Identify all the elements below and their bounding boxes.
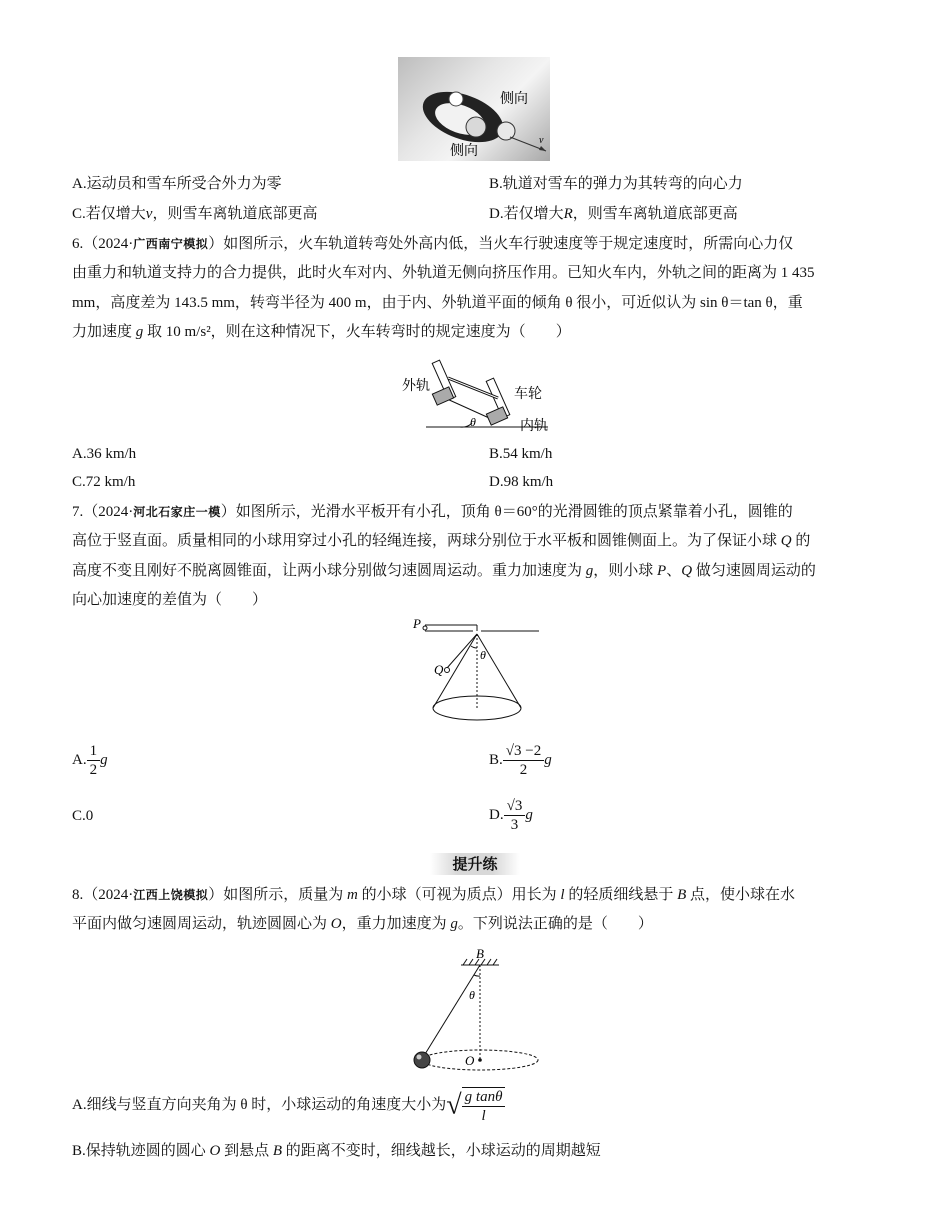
q7-option-a: A. $\frac{1}{2}$ g — [72, 743, 108, 779]
q6-stem-line1: 6.（2024·广西南宁模拟）如图所示，火车轨道转弯处外高内低，当火车行驶速度等于规定速度时，所需向心力仅 — [72, 236, 794, 252]
q8-stem-line1: 8.（2024·江西上饶模拟）如图所示，质量为 m 的小球（可视为质点）用长为 l 的轻质细线悬于 B 点，使小球在水 — [72, 887, 796, 903]
q6-fig-theta: θ — [470, 415, 476, 429]
q6-option-b: B.54 km/h — [489, 446, 553, 462]
q5-option-a: A.运动员和雪车所受合外力为零 — [72, 176, 282, 192]
q6-fig-wheel: 车轮 — [514, 387, 542, 402]
q8-option-a: A.细线与竖直方向夹角为 θ 时，小球运动的角速度大小为√ $\frac{\text{g tanθ}}{l}$ — [72, 1083, 505, 1128]
q6-fig-outer-rail: 外轨 — [402, 379, 430, 394]
q7-option-b: B. $\frac{√3 -2}{2}$ g — [489, 743, 552, 779]
section-banner-advanced: 提升练 — [430, 853, 520, 875]
q7-cone-diagram — [405, 612, 545, 724]
q6-stem-line2: 由重力和轨道支持力的合力提供，此时火车对内、外轨道无侧向挤压作用。已知火车内，外轨之间的距离为 1 435 — [72, 265, 815, 281]
q7-source: 河北石家庄一模 — [133, 505, 221, 519]
q8-fig-theta: θ — [469, 988, 475, 1002]
q7-option-d: D. $\frac{√3}{3}$ g — [489, 798, 533, 834]
q7-fig-p: P — [413, 616, 421, 631]
q7-fig-q: Q — [434, 662, 444, 677]
q8-fig-o: O — [465, 1053, 475, 1068]
q6-option-d: D.98 km/h — [489, 474, 554, 490]
q6-stem-line3: mm，高度差为 143.5 mm，转弯半径为 400 m，由于内、外轨道平面的倾角 θ 很小，可近似认为 sin θ＝tan θ，重 — [72, 295, 803, 311]
q6-source: 广西南宁模拟 — [133, 237, 209, 251]
q6-fig-inner-rail: 内轨 — [520, 419, 548, 434]
q7-stem-line2: 高位于竖直面。质量相同的小球用穿过小孔的轻绳连接，两球分别位于水平板和圆锥侧面上。为了保证小球 Q 的 — [72, 533, 811, 549]
photo-label-top: 侧向 — [500, 92, 528, 107]
photo-arrow-label: v — [539, 135, 544, 146]
q7-stem-line1: 7.（2024·河北石家庄一模）如图所示，光滑水平板开有小孔，顶角 θ＝60°的光滑圆锥的顶点紧靠着小孔，圆锥的 — [72, 504, 793, 520]
q5-option-c: C.若仅增大v，则雪车离轨道底部更高 — [72, 206, 318, 222]
q7-fig-theta: θ — [480, 648, 486, 662]
q8-fig-b: B — [476, 946, 484, 961]
q7-stem-line3: 高度不变且刚好不脱离圆锥面，让两小球分别做匀速圆周运动。重力加速度为 g，则小球 P、Q 做匀速圆周运动的 — [72, 563, 816, 579]
q7-option-c: C.0 — [72, 808, 94, 824]
q6-option-c: C.72 km/h — [72, 474, 136, 490]
q6-stem-line4: 力加速度 g 取 10 m/s²，则在这种情况下，火车转弯时的规定速度为（ ） — [72, 324, 571, 340]
q8-source: 江西上饶模拟 — [133, 888, 209, 902]
q6-option-a: A.36 km/h — [72, 446, 137, 462]
photo-label-bottom: 侧向 — [450, 144, 478, 159]
q7-stem-line4: 向心加速度的差值为（ ） — [72, 592, 268, 608]
q5-option-b: B.轨道对雪车的弹力为其转弯的向心力 — [489, 176, 743, 192]
q8-pendulum-diagram — [405, 944, 545, 1074]
bobsled-illustration — [398, 57, 550, 161]
bobsled-photo — [398, 57, 550, 161]
q5-option-d: D.若仅增大R，则雪车离轨道底部更高 — [489, 206, 738, 222]
q8-stem-line2: 平面内做匀速圆周运动，轨迹圆圆心为 O，重力加速度为 g。下列说法正确的是（ ） — [72, 916, 653, 932]
q6-rail-diagram — [398, 350, 558, 438]
q8-option-b: B.保持轨迹圆的圆心 O 到悬点 B 的距离不变时，细线越长，小球运动的周期越短 — [72, 1143, 601, 1159]
